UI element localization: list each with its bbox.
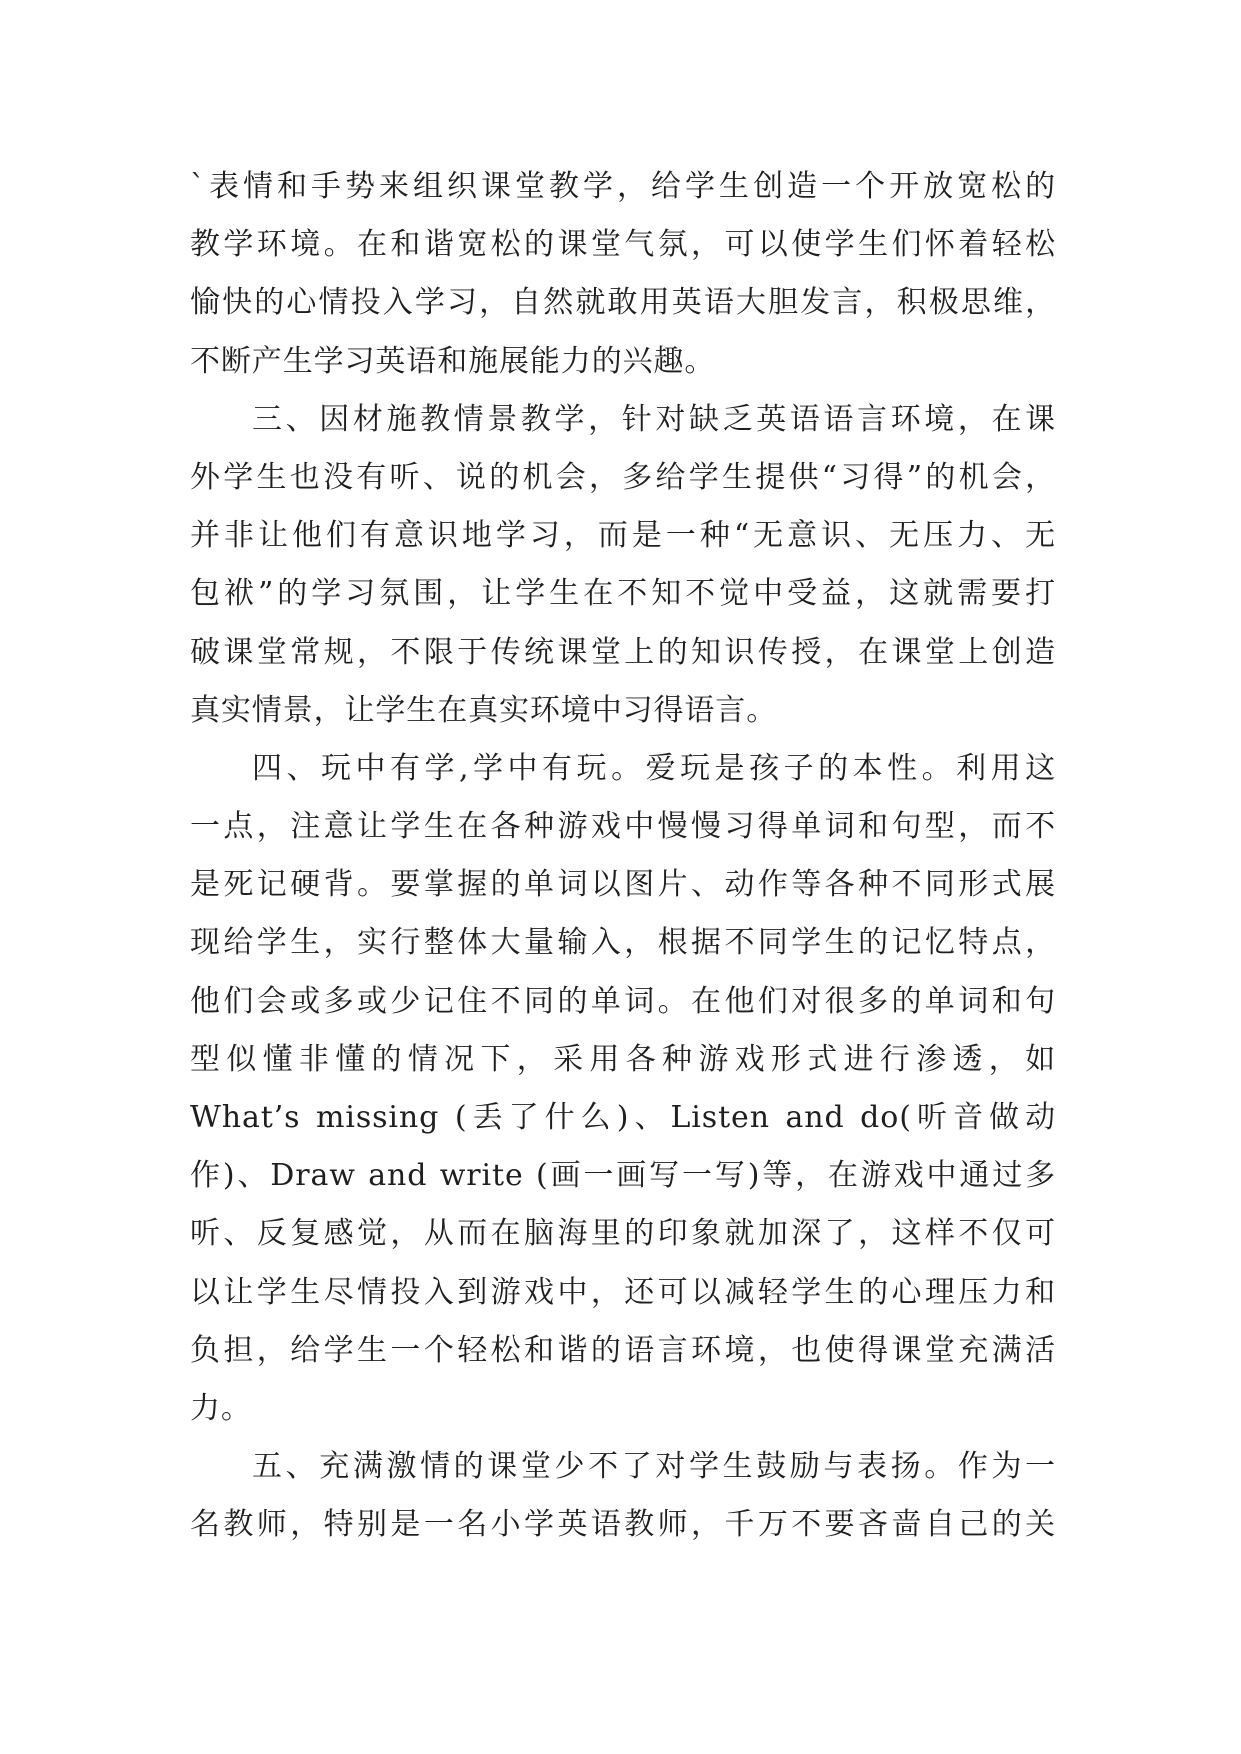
text-line: 作)、Draw and write (画一画写一写)等，在游戏中通过多: [190, 1158, 1056, 1194]
text-line: 听、反复感觉，从而在脑海里的印象就加深了，这样不仅可: [190, 1216, 1056, 1252]
text-line: 以让学生尽情投入到游戏中，还可以减轻学生的心理压力和: [190, 1274, 1056, 1310]
text-line: 真实情景，让学生在真实环境中习得语言。: [190, 692, 778, 728]
text-line: 教学环境。在和谐宽松的课堂气氛，可以使学生们怀着轻松: [190, 227, 1056, 263]
text-line: `表情和手势来组织课堂教学，给学生创造一个开放宽松的: [190, 169, 1056, 204]
text-line: 一点，注意让学生在各种游戏中慢慢习得单词和句型，而不: [190, 809, 1056, 845]
text-line: 名教师，特别是一名小学英语教师，千万不要吝啬自己的关: [190, 1507, 1056, 1543]
text-line: 破课堂常规，不限于传统课堂上的知识传授，在课堂上创造: [190, 634, 1056, 670]
text-line: 不断产生学习英语和施展能力的兴趣。: [190, 343, 716, 379]
text-line: 负担，给学生一个轻松和谐的语言环境，也使得课堂充满活: [190, 1332, 1056, 1368]
text-line: 三、因材施教情景教学，针对缺乏英语语言环境，在课: [252, 401, 1056, 437]
text-line: 现给学生，实行整体大量输入，根据不同学生的记忆特点，: [190, 925, 1056, 961]
body-text: [190, 158, 1056, 1555]
text-line: 型似懂非懂的情况下，采用各种游戏形式进行渗透，如: [190, 1041, 1056, 1077]
text-line: 是死记硬背。要掌握的单词以图片、动作等各种不同形式展: [190, 867, 1056, 903]
text-line: 并非让他们有意识地学习，而是一种“无意识、无压力、无: [190, 518, 1056, 554]
text-line: 他们会或多或少记住不同的单词。在他们对很多的单词和句: [190, 983, 1056, 1019]
text-line: 四、玩中有学,学中有玩。爱玩是孩子的本性。利用这: [252, 750, 1056, 786]
text-line: 包袱”的学习氛围，让学生在不知不觉中受益，这就需要打: [190, 576, 1056, 612]
text-line: 外学生也没有听、说的机会，多给学生提供“习得”的机会，: [190, 459, 1056, 495]
text-line: 力。: [190, 1390, 252, 1426]
text-line: 五、充满激情的课堂少不了对学生鼓励与表扬。作为一: [252, 1449, 1056, 1485]
text-line: 愉快的心情投入学习，自然就敢用英语大胆发言，积极思维，: [190, 285, 1056, 321]
text-line: What’s missing (丢了什么)、Listen and do(听音做动: [190, 1100, 1056, 1135]
